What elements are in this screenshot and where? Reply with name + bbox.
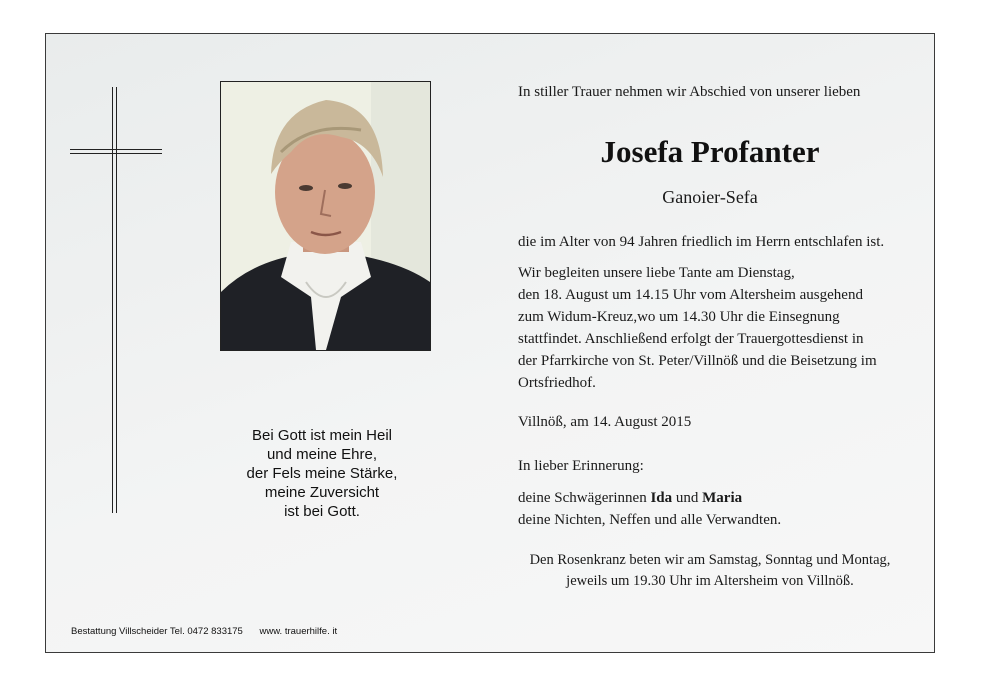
verse-line: meine Zuversicht xyxy=(264,484,380,501)
death-statement: die im Alter von 94 Jahren friedlich im Herrn entschlafen ist. xyxy=(518,234,885,250)
funeral-line: den 18. August um 14.15 Uhr vom Altersheim ausgehend xyxy=(518,287,863,303)
rosary-notice xyxy=(500,550,920,592)
rosary-line: jeweils um 19.30 Uhr im Altersheim von Villnöß. xyxy=(566,573,854,589)
mourners-line-1 xyxy=(518,487,781,509)
place-date: Villnöß, am 14. August 2015 xyxy=(518,414,692,430)
mourner-name: Ida xyxy=(650,490,673,506)
mourners-and: und xyxy=(672,490,703,506)
funeral-details xyxy=(518,262,877,394)
undertaker-contact: Bestattung Villscheider Tel. 0472 833175 xyxy=(71,626,243,637)
cross-icon-crossbar xyxy=(70,149,162,154)
mourners-prefix: deine Schwägerinnen xyxy=(518,490,651,506)
intro-text: In stiller Trauer nehmen wir Abschied von unserer lieben xyxy=(518,84,861,100)
rosary-line: Den Rosenkranz beten wir am Samstag, Sonntag und Montag, xyxy=(529,552,891,568)
footer xyxy=(71,626,351,637)
mourners xyxy=(518,487,781,531)
verse-line: der Fels meine Stärke, xyxy=(246,465,398,482)
deceased-name: Josefa Profanter xyxy=(600,134,820,169)
mourner-name: Maria xyxy=(702,490,743,506)
funeral-line: Wir begleiten unsere liebe Tante am Dienstag, xyxy=(518,265,795,281)
funeral-line: Ortsfriedhof. xyxy=(518,375,596,391)
funeral-line: stattfindet. Anschließend erfolgt der Trauergottesdienst in xyxy=(518,331,864,347)
bible-verse xyxy=(226,426,418,521)
verse-line: Bei Gott ist mein Heil xyxy=(251,427,393,444)
funeral-line: der Pfarrkirche von St. Peter/Villnöß und die Beisetzung im xyxy=(518,353,877,369)
website-link[interactable]: www. trauerhilfe. it xyxy=(259,626,338,637)
memory-heading: In lieber Erinnerung: xyxy=(518,458,644,474)
verse-line: ist bei Gott. xyxy=(284,503,360,520)
mourners-line-2: deine Nichten, Neffen und alle Verwandten. xyxy=(518,512,782,528)
funeral-line: zum Widum-Kreuz,wo um 14.30 Uhr die Einsegnung xyxy=(518,309,840,325)
portrait-photo xyxy=(220,81,431,351)
verse-line: und meine Ehre, xyxy=(266,446,378,463)
deceased-nickname: Ganoier-Sefa xyxy=(662,187,758,207)
